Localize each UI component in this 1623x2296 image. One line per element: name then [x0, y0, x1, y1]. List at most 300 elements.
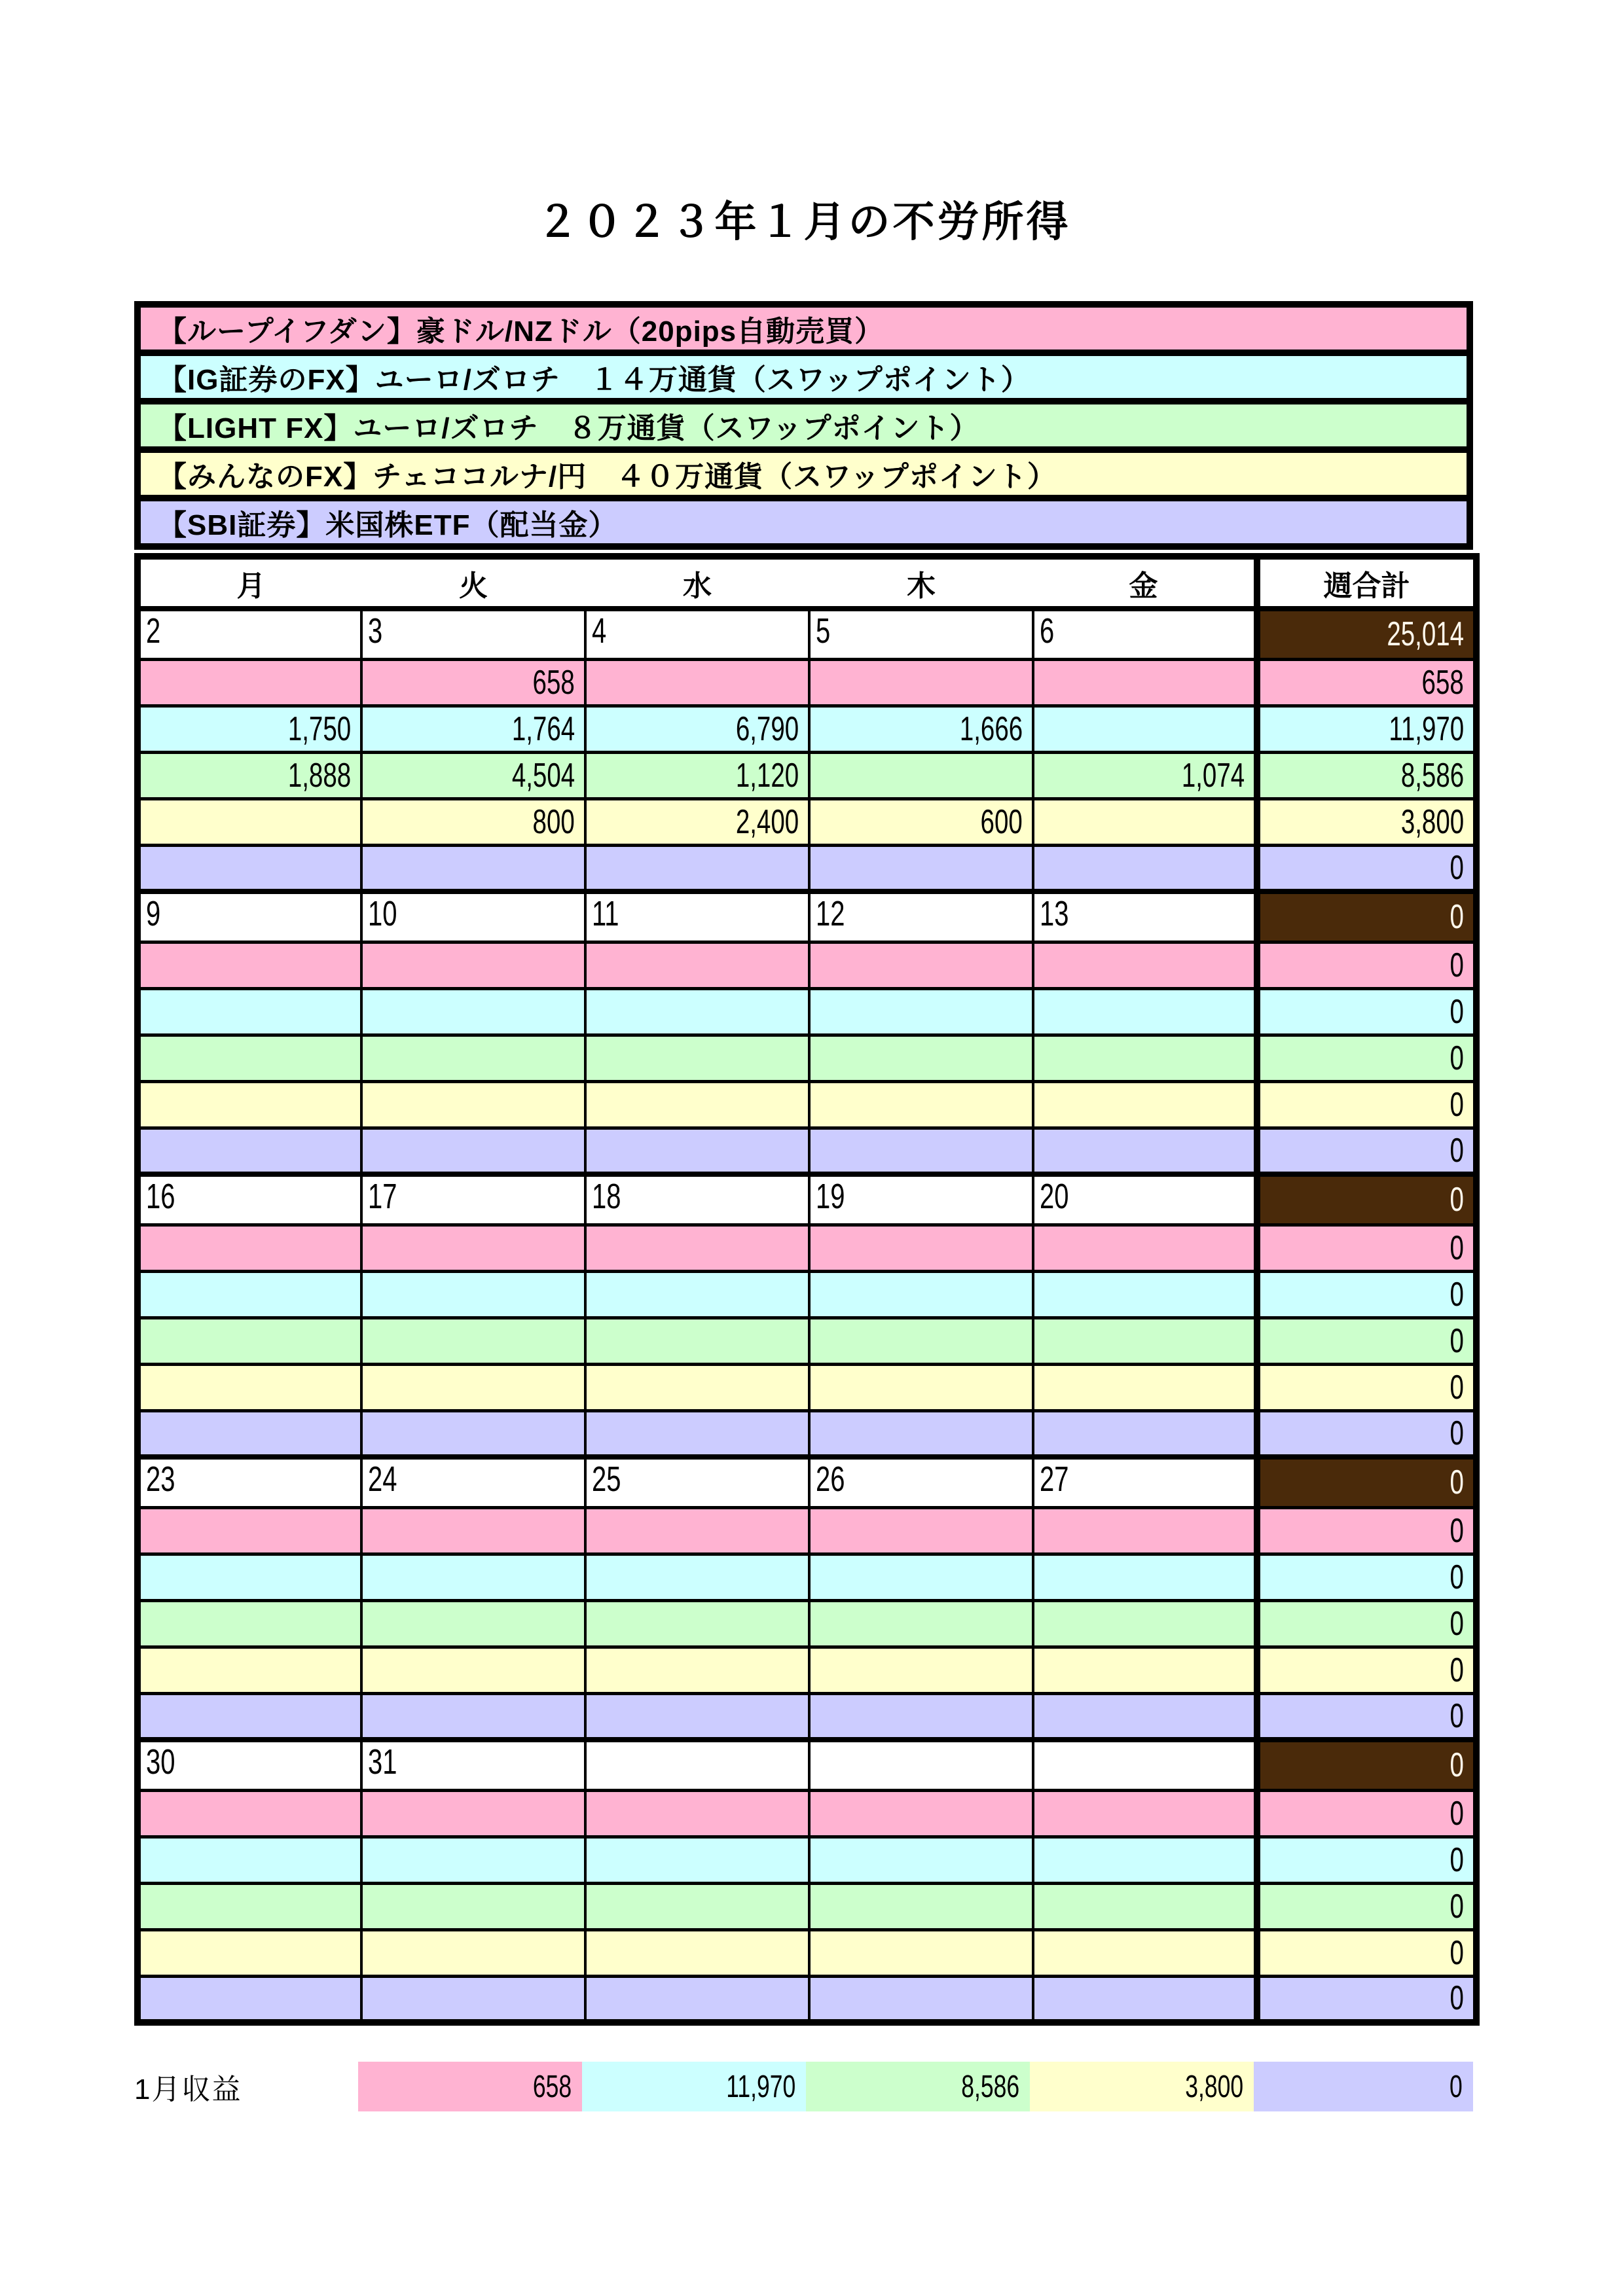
weekday-header-cell: 金: [1033, 556, 1257, 609]
income-value-cell: [809, 1035, 1033, 1081]
week-0-source-1-row: [137, 706, 1476, 752]
income-value: 6,790: [735, 709, 799, 748]
income-value-cell: [585, 1225, 809, 1271]
calendar-table: [134, 553, 1480, 2026]
income-value-cell: [585, 1693, 809, 1740]
income-value-cell: [137, 845, 361, 891]
income-value-cell: [361, 1554, 585, 1600]
income-source-legend: [134, 301, 1473, 550]
legend-row-label: 【IG証券のFX】ユーロ/ズロチ １４万通貨（スワップポイント）: [158, 364, 1030, 396]
day-number: 16: [146, 1177, 175, 1216]
row-week-total-cell: [1257, 706, 1476, 752]
income-value-cell: [1033, 798, 1257, 845]
week-4-source-2-row: [137, 1883, 1476, 1929]
income-value: 1,074: [1181, 756, 1245, 795]
row-week-total-cell: [1257, 942, 1476, 988]
income-value-cell: [137, 1318, 361, 1364]
row-week-total-value: 0: [1450, 1558, 1464, 1596]
income-value-cell: [809, 1225, 1033, 1271]
row-week-total-cell: [1257, 1225, 1476, 1271]
income-value-cell: [361, 1081, 585, 1128]
row-week-total-value: 0: [1450, 1604, 1464, 1643]
legend-row-4: [134, 495, 1473, 550]
row-week-total-value: 0: [1450, 1696, 1464, 1735]
week-total-value: 0: [1450, 1746, 1464, 1784]
row-week-total-cell: [1257, 752, 1476, 798]
income-value-cell: [137, 942, 361, 988]
week-4-source-4-row: [137, 1976, 1476, 2022]
income-value-cell: [809, 1883, 1033, 1929]
income-value-cell: [585, 1837, 809, 1883]
income-value-cell: [361, 1600, 585, 1647]
income-value-cell: [1033, 1035, 1257, 1081]
day-number-cell: [361, 1457, 585, 1507]
week-2-source-2-row: [137, 1318, 1476, 1364]
income-value-cell: [361, 798, 585, 845]
day-number: 6: [1040, 611, 1055, 651]
monthly-summary-label: 1月収益: [134, 2073, 242, 2106]
day-number-cell: [585, 1457, 809, 1507]
day-number: 20: [1040, 1177, 1069, 1216]
week-total-cell: [1257, 891, 1476, 942]
day-number: 18: [592, 1177, 621, 1216]
income-value-cell: [361, 1507, 585, 1554]
income-value-cell: [809, 845, 1033, 891]
day-number-cell: [809, 891, 1033, 942]
row-week-total-cell: [1257, 798, 1476, 845]
day-number-cell: [585, 1740, 809, 1790]
income-value-cell: [137, 1364, 361, 1410]
income-value-cell: [809, 1364, 1033, 1410]
week-1-source-4-row: [137, 1128, 1476, 1174]
weekday-header-cell: 木: [809, 556, 1033, 609]
income-value-cell: [585, 1883, 809, 1929]
week-2-source-0-row: [137, 1225, 1476, 1271]
income-value-cell: [137, 1790, 361, 1837]
income-value-cell: [585, 752, 809, 798]
week-1-day-row: [137, 891, 1476, 942]
day-number: 27: [1040, 1460, 1069, 1499]
row-week-total-cell: [1257, 1318, 1476, 1364]
income-value-cell: [361, 1976, 585, 2022]
week-3-source-3-row: [137, 1647, 1476, 1693]
income-value-cell: [585, 1929, 809, 1976]
weekday-header: [137, 556, 1476, 609]
income-value-cell: [137, 1837, 361, 1883]
income-value-cell: [809, 1929, 1033, 1976]
day-number-cell: [1033, 609, 1257, 659]
week-total-cell: [1257, 1457, 1476, 1507]
income-value-cell: [361, 845, 585, 891]
income-value-cell: [1033, 1647, 1257, 1693]
weekday-header-cell: 月: [137, 556, 361, 609]
income-value-cell: [137, 1128, 361, 1174]
income-value-cell: [137, 1554, 361, 1600]
income-value-cell: [1033, 988, 1257, 1035]
income-value-cell: [585, 1128, 809, 1174]
income-value-cell: [361, 1837, 585, 1883]
income-value-cell: [361, 659, 585, 706]
day-number: 3: [368, 611, 383, 651]
day-number: 26: [816, 1460, 845, 1499]
day-number: 17: [368, 1177, 397, 1216]
income-value-cell: [585, 845, 809, 891]
row-week-total-value: 0: [1450, 1368, 1464, 1407]
monthly-total-value: 658: [532, 2069, 572, 2104]
income-value-cell: [137, 706, 361, 752]
income-value-cell: [361, 1225, 585, 1271]
row-week-total-value: 8,586: [1400, 756, 1464, 795]
income-value: 1,888: [287, 756, 351, 795]
day-number: 2: [146, 611, 161, 651]
income-value-cell: [137, 1693, 361, 1740]
income-value-cell: [361, 1035, 585, 1081]
day-number-cell: [809, 1457, 1033, 1507]
week-0-source-2-row: [137, 752, 1476, 798]
week-total-value: 25,014: [1387, 615, 1464, 653]
income-value-cell: [137, 1225, 361, 1271]
income-value-cell: [1033, 1600, 1257, 1647]
row-week-total-value: 0: [1450, 1131, 1464, 1170]
row-week-total-value: 0: [1450, 1275, 1464, 1314]
week-4-source-1-row: [137, 1837, 1476, 1883]
income-value-cell: [361, 1790, 585, 1837]
day-number: 10: [368, 894, 397, 933]
income-value-cell: [809, 988, 1033, 1035]
week-total-cell: [1257, 1174, 1476, 1225]
monthly-total-cell-1: [582, 2062, 806, 2111]
week-2-source-4-row: [137, 1410, 1476, 1457]
income-value-cell: [361, 752, 585, 798]
day-number-cell: [137, 1457, 361, 1507]
monthly-total-cell-0: [358, 2062, 582, 2111]
week-total-cell: [1257, 1740, 1476, 1790]
day-number: 11: [592, 894, 619, 933]
week-3-source-0-row: [137, 1507, 1476, 1554]
income-value-cell: [1033, 1318, 1257, 1364]
row-week-total-cell: [1257, 1554, 1476, 1600]
row-week-total-value: 658: [1421, 663, 1464, 702]
income-value-cell: [809, 1554, 1033, 1600]
week-total-value: 0: [1450, 1180, 1464, 1219]
legend-row-label: 【SBI証券】米国株ETF（配当金）: [158, 509, 618, 541]
monthly-total-cell-3: [1030, 2062, 1254, 2111]
income-value-cell: [1033, 1128, 1257, 1174]
income-value-cell: [585, 1507, 809, 1554]
monthly-total-value: 8,586: [961, 2069, 1019, 2104]
income-value: 1,750: [287, 709, 351, 748]
row-week-total-value: 0: [1450, 1651, 1464, 1689]
income-value-cell: [137, 752, 361, 798]
income-value-cell: [1033, 845, 1257, 891]
income-value: 600: [980, 802, 1023, 841]
week-total-value: 0: [1450, 897, 1464, 936]
row-week-total-cell: [1257, 1507, 1476, 1554]
legend-row-label: 【みんなのFX】チェココルナ/円 ４０万通貨（スワップポイント）: [158, 461, 1057, 493]
row-week-total-cell: [1257, 1976, 1476, 2022]
income-value: 1,120: [735, 756, 799, 795]
day-number: 31: [368, 1742, 397, 1782]
income-value-cell: [1033, 1271, 1257, 1318]
day-number: 4: [592, 611, 607, 651]
row-week-total-cell: [1257, 1035, 1476, 1081]
income-value-cell: [585, 1647, 809, 1693]
income-value-cell: [809, 706, 1033, 752]
week-3-source-4-row: [137, 1693, 1476, 1740]
day-number-cell: [361, 1740, 585, 1790]
week-3-source-1-row: [137, 1554, 1476, 1600]
income-value-cell: [361, 942, 585, 988]
day-number: 13: [1040, 894, 1069, 933]
row-week-total-cell: [1257, 1647, 1476, 1693]
week-1-source-0-row: [137, 942, 1476, 988]
income-value-cell: [809, 798, 1033, 845]
income-value-cell: [361, 1693, 585, 1740]
day-number-cell: [361, 891, 585, 942]
day-number-cell: [809, 1174, 1033, 1225]
income-value-cell: [361, 1929, 585, 1976]
row-week-total-cell: [1257, 1883, 1476, 1929]
monthly-total-value: 3,800: [1185, 2069, 1243, 2104]
income-value-cell: [1033, 706, 1257, 752]
week-total-value: 0: [1450, 1463, 1464, 1501]
week-1-source-2-row: [137, 1035, 1476, 1081]
day-number-cell: [361, 609, 585, 659]
row-week-total-value: 11,970: [1389, 709, 1464, 748]
day-number: 19: [816, 1177, 845, 1216]
row-week-total-cell: [1257, 1693, 1476, 1740]
week-3-day-row: [137, 1457, 1476, 1507]
weekday-header-cell: 水: [585, 556, 809, 609]
week-4-source-0-row: [137, 1790, 1476, 1837]
row-week-total-value: 0: [1450, 1933, 1464, 1972]
day-number-cell: [809, 609, 1033, 659]
row-week-total-cell: [1257, 1790, 1476, 1837]
calendar-body: [137, 609, 1476, 2022]
row-week-total-value: 0: [1450, 1321, 1464, 1360]
legend-row-1: [134, 350, 1473, 404]
week-4-day-row: [137, 1740, 1476, 1790]
income-value-cell: [585, 1410, 809, 1457]
row-week-total-value: 0: [1450, 1229, 1464, 1267]
row-week-total-cell: [1257, 1929, 1476, 1976]
income-value-cell: [585, 706, 809, 752]
day-number-cell: [137, 609, 361, 659]
income-value-cell: [361, 1647, 585, 1693]
day-number: 12: [816, 894, 845, 933]
income-value-cell: [585, 1081, 809, 1128]
row-week-total-value: 0: [1450, 946, 1464, 984]
income-value-cell: [137, 1035, 361, 1081]
week-2-source-1-row: [137, 1271, 1476, 1318]
row-week-total-cell: [1257, 1837, 1476, 1883]
day-number: 24: [368, 1460, 397, 1499]
row-week-total-value: 0: [1450, 1414, 1464, 1452]
income-value-cell: [1033, 1364, 1257, 1410]
income-value-cell: [809, 1976, 1033, 2022]
week-2-day-row: [137, 1174, 1476, 1225]
row-week-total-cell: [1257, 1410, 1476, 1457]
row-week-total-cell: [1257, 1081, 1476, 1128]
income-value-cell: [361, 988, 585, 1035]
income-value-cell: [585, 1318, 809, 1364]
income-value-cell: [1033, 752, 1257, 798]
income-value-cell: [1033, 1976, 1257, 2022]
day-number: 5: [816, 611, 831, 651]
income-value-cell: [809, 1410, 1033, 1457]
week-0-source-0-row: [137, 659, 1476, 706]
income-value-cell: [361, 1883, 585, 1929]
monthly-total-value: 11,970: [725, 2069, 795, 2104]
income-value-cell: [585, 1976, 809, 2022]
income-value-cell: [809, 1128, 1033, 1174]
monthly-total-value: 0: [1450, 2069, 1463, 2104]
income-value-cell: [809, 752, 1033, 798]
day-number-cell: [1033, 1457, 1257, 1507]
income-value: 2,400: [735, 802, 799, 841]
day-number-cell: [585, 891, 809, 942]
income-value-cell: [361, 706, 585, 752]
row-week-total-value: 0: [1450, 1511, 1464, 1550]
page-title: ２０２３年１月の不労所得: [536, 198, 1071, 245]
income-value-cell: [809, 1318, 1033, 1364]
income-value-cell: [585, 798, 809, 845]
income-value-cell: [137, 1600, 361, 1647]
day-number-cell: [137, 1740, 361, 1790]
day-number-cell: [137, 1174, 361, 1225]
income-value-cell: [809, 1790, 1033, 1837]
income-value-cell: [137, 1507, 361, 1554]
day-number-cell: [361, 1174, 585, 1225]
income-value-cell: [361, 1128, 585, 1174]
day-number-cell: [137, 891, 361, 942]
income-value-cell: [585, 942, 809, 988]
income-value-cell: [809, 1271, 1033, 1318]
income-value-cell: [1033, 1554, 1257, 1600]
income-value-cell: [1033, 942, 1257, 988]
legend-row-label: 【ループイフダン】豪ドル/NZドル（20pips自動売買）: [158, 315, 884, 348]
income-value-cell: [1033, 1929, 1257, 1976]
income-value-cell: [361, 1410, 585, 1457]
row-week-total-value: 0: [1450, 1979, 1464, 2018]
monthly-total-cell-4: [1254, 2062, 1473, 2111]
income-value-cell: [585, 659, 809, 706]
income-value-cell: [361, 1364, 585, 1410]
legend-row-2: [134, 398, 1473, 453]
income-value-cell: [1033, 1225, 1257, 1271]
income-value-cell: [585, 988, 809, 1035]
income-value: 4,504: [511, 756, 575, 795]
income-value-cell: [809, 659, 1033, 706]
calendar-header-row: [137, 556, 1476, 609]
income-value: 658: [532, 663, 575, 702]
income-value-cell: [361, 1271, 585, 1318]
income-value: 800: [532, 802, 575, 841]
row-week-total-cell: [1257, 1364, 1476, 1410]
day-number-cell: [1033, 1740, 1257, 1790]
week-4-source-3-row: [137, 1929, 1476, 1976]
day-number-cell: [585, 1174, 809, 1225]
week-1-source-1-row: [137, 988, 1476, 1035]
income-value-cell: [585, 1364, 809, 1410]
income-value-cell: [137, 798, 361, 845]
income-value-cell: [1033, 1883, 1257, 1929]
weekday-header-cell: 火: [361, 556, 585, 609]
income-value-cell: [809, 1693, 1033, 1740]
week-0-day-row: [137, 609, 1476, 659]
day-number-cell: [1033, 891, 1257, 942]
day-number: 25: [592, 1460, 621, 1499]
week-0-source-4-row: [137, 845, 1476, 891]
income-value-cell: [1033, 1693, 1257, 1740]
income-value-cell: [809, 1600, 1033, 1647]
income-value-cell: [585, 1271, 809, 1318]
income-value-cell: [361, 1318, 585, 1364]
week-total-cell: [1257, 609, 1476, 659]
monthly-summary-row: [134, 2062, 1473, 2111]
income-value-cell: [137, 1081, 361, 1128]
row-week-total-cell: [1257, 988, 1476, 1035]
row-week-total-cell: [1257, 1128, 1476, 1174]
income-value-cell: [809, 1837, 1033, 1883]
day-number-cell: [585, 609, 809, 659]
income-value-cell: [585, 1790, 809, 1837]
income-value-cell: [137, 988, 361, 1035]
monthly-total-cell-2: [806, 2062, 1030, 2111]
income-value-cell: [809, 1647, 1033, 1693]
income-value-cell: [137, 1647, 361, 1693]
day-number: 9: [146, 894, 161, 933]
row-week-total-value: 0: [1450, 1887, 1464, 1926]
week-0-source-3-row: [137, 798, 1476, 845]
income-value-cell: [1033, 1507, 1257, 1554]
legend-row-3: [134, 446, 1473, 501]
legend-row-label: 【LIGHT FX】ユーロ/ズロチ ８万通貨（スワップポイント）: [158, 412, 979, 444]
row-week-total-cell: [1257, 1271, 1476, 1318]
income-value-cell: [1033, 1837, 1257, 1883]
row-week-total-value: 3,800: [1400, 802, 1464, 841]
income-value-cell: [1033, 659, 1257, 706]
row-week-total-cell: [1257, 1600, 1476, 1647]
income-value-cell: [809, 1507, 1033, 1554]
income-value-cell: [585, 1554, 809, 1600]
row-week-total-value: 0: [1450, 848, 1464, 887]
week-1-source-3-row: [137, 1081, 1476, 1128]
income-value: 1,666: [959, 709, 1023, 748]
row-week-total-cell: [1257, 845, 1476, 891]
income-value-cell: [809, 942, 1033, 988]
day-number: 23: [146, 1460, 175, 1499]
day-number-cell: [809, 1740, 1033, 1790]
income-value-cell: [585, 1600, 809, 1647]
day-number-cell: [1033, 1174, 1257, 1225]
income-value-cell: [1033, 1790, 1257, 1837]
row-week-total-value: 0: [1450, 1840, 1464, 1879]
income-value-cell: [137, 1976, 361, 2022]
legend-row-0: [134, 301, 1473, 356]
income-value: 1,764: [511, 709, 575, 748]
income-value-cell: [1033, 1081, 1257, 1128]
week-3-source-2-row: [137, 1600, 1476, 1647]
income-value-cell: [137, 659, 361, 706]
row-week-total-value: 0: [1450, 1085, 1464, 1124]
income-value-cell: [1033, 1410, 1257, 1457]
income-value-cell: [137, 1271, 361, 1318]
row-week-total-value: 0: [1450, 1794, 1464, 1833]
row-week-total-value: 0: [1450, 992, 1464, 1031]
income-value-cell: [809, 1081, 1033, 1128]
row-week-total-cell: [1257, 659, 1476, 706]
